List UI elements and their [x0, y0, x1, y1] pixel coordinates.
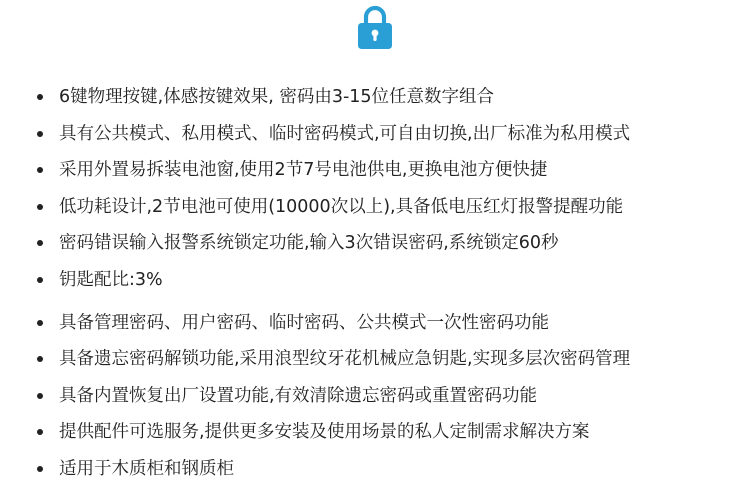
list-item [0, 189, 750, 226]
feature-text: 采用外置易拆装电池窗,使用2节7号电池供电,更换电池方便快捷 [59, 160, 548, 181]
feature-text: 具有公共模式、私用模式、临时密码模式,可自由切换,出厂标准为私用模式 [59, 123, 631, 144]
bullet [37, 356, 43, 362]
lock-icon [357, 4, 393, 50]
feature-text: 低功耗设计,2节电池可使用(10000次以上),具备低电压红灯报警提醒功能 [59, 196, 624, 217]
bullet [37, 277, 43, 283]
list-item [0, 225, 750, 262]
feature-list [0, 79, 750, 488]
bullet [37, 204, 43, 210]
bullet [37, 167, 43, 173]
list-item [0, 341, 750, 378]
list-item [0, 116, 750, 153]
bullet [37, 466, 43, 472]
bullet [37, 240, 43, 246]
feature-text: 6键物理按键,体感按键效果, 密码由3-15位任意数字组合 [59, 87, 495, 107]
feature-text: 具备管理密码、用户密码、临时密码、公共模式一次性密码功能 [59, 312, 549, 333]
feature-text: 提供配件可选服务,提供更多安装及使用场景的私人定制需求解决方案 [59, 422, 590, 443]
bullet [37, 94, 43, 100]
list-item [0, 79, 750, 116]
list-item [0, 152, 750, 189]
feature-text: 密码错误输入报警系统锁定功能,输入3次错误密码,系统锁定60秒 [59, 233, 559, 254]
feature-text: 具备遗忘密码解锁功能,采用浪型纹牙花机械应急钥匙,实现多层次密码管理 [59, 349, 631, 370]
list-item [0, 414, 750, 451]
bullet [37, 393, 43, 399]
list-item [0, 262, 750, 299]
list-item [0, 451, 750, 488]
bullet [37, 429, 43, 435]
bullet [37, 131, 43, 137]
feature-text: 适用于木质柜和钢质柜 [59, 458, 234, 479]
feature-text: 具备内置恢复出厂设置功能,有效清除遗忘密码或重置密码功能 [59, 385, 538, 406]
list-item [0, 305, 750, 342]
feature-text: 钥匙配比:3% [59, 269, 163, 290]
list-item [0, 378, 750, 415]
bullet [37, 320, 43, 326]
